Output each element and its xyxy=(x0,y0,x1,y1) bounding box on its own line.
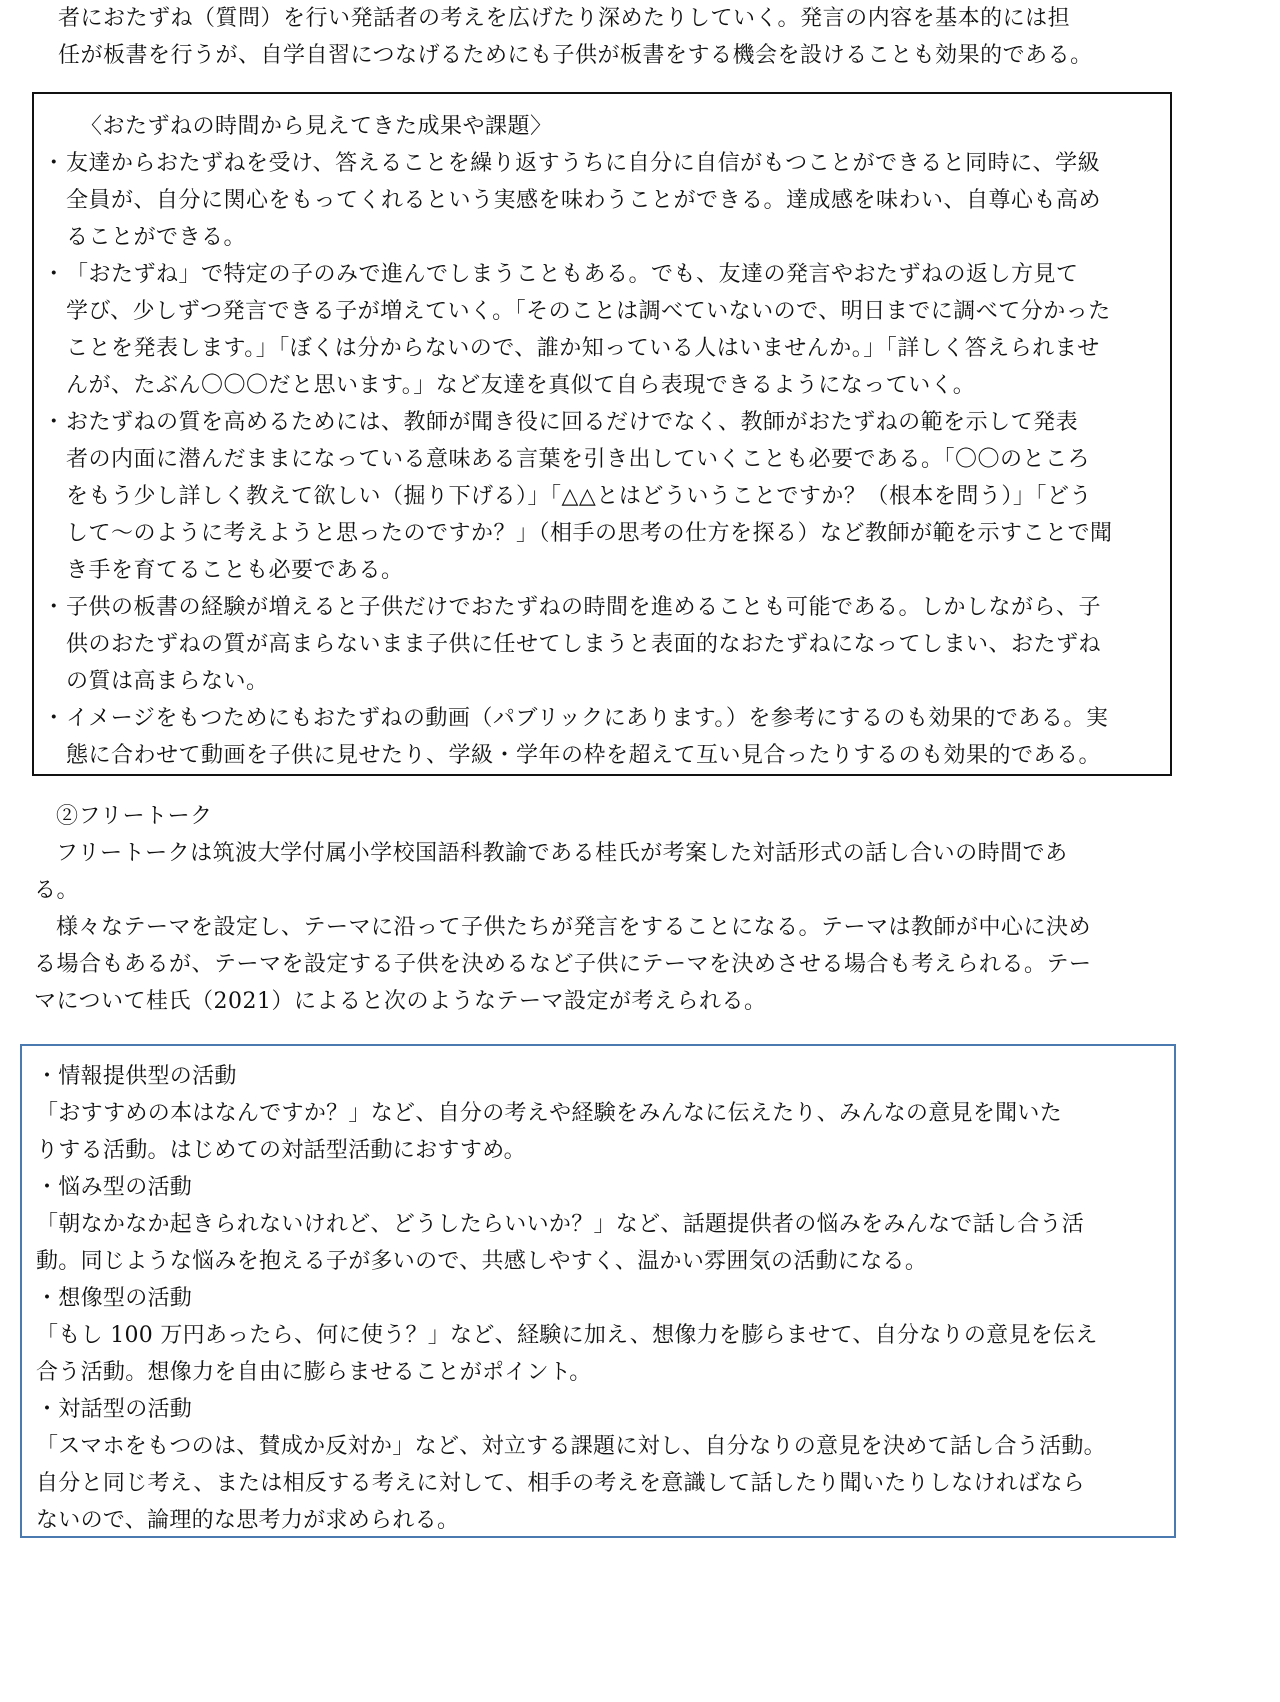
intro-line: 者におたずね（質問）を行い発話者の考えを広げたり深めたりしていく。発言の内容を基本的には担 xyxy=(58,6,1071,31)
paragraph-line: る。 xyxy=(34,878,80,903)
theme-type-title: ・対話型の活動 xyxy=(36,1397,193,1422)
bullet-line: 子供の板書の経験が増えると子供だけでおたずねの時間を進めることも可能である。しかしながら、子 xyxy=(66,595,1102,620)
bullet-line: おたずねの質を高めるためには、教師が聞き役に回るだけでなく、教師がおたずねの範を示して発表 xyxy=(66,410,1079,435)
intro-paragraph xyxy=(30,0,1150,74)
bullet-marker: ・ xyxy=(42,706,66,731)
bullet-line: して～のように考えようと思ったのですか？」（相手の思考の仕方を探る）など教師が範を示すことで聞 xyxy=(66,521,1113,546)
bullet-line: ことを発表します。」「ぼくは分からないので、誰か知っている人はいませんか。」「詳しく答えられませ xyxy=(66,336,1100,361)
paragraph-line: フリートークは筑波大学付属小学校国語科教諭である桂氏が考案した対話形式の話し合いの時間であ xyxy=(56,841,1068,866)
theme-type-line: 「もし 100 万円あったら、何に使う？」など、経験に加え、想像力を膨らませて、自分なりの意見を伝え xyxy=(36,1323,1098,1348)
bullet-line: んが、たぶん〇〇〇だと思います。」など友達を真似て自ら表現できるようになっていく。 xyxy=(66,373,976,398)
theme-type-line: 「朝なかなか起きられないけれど、どうしたらいいか？」など、話題提供者の悩みをみんなで話し合う活 xyxy=(36,1212,1085,1237)
box1-bullet-item xyxy=(42,700,1156,774)
theme-type-line: 「おすすめの本はなんですか？」など、自分の考えや経験をみんなに伝えたり、みんなの意見を聞いた xyxy=(36,1101,1063,1126)
results-and-issues-box xyxy=(32,92,1172,776)
theme-type-line: 「スマホをもつのは、賛成か反対か」など、対立する課題に対し、自分なりの意見を決めて話し合う活動。 xyxy=(36,1434,1106,1459)
bullet-line: 「おたずね」で特定の子のみで進んでしまうこともある。でも、友達の発言やおたずねの返し方見て xyxy=(66,262,1079,287)
section-heading: ②フリートーク xyxy=(56,804,213,829)
intro-line: 任が板書を行うが、自学自習につなげるためにも子供が板書をする機会を設けることも効果的である。 xyxy=(58,43,1093,68)
theme-type-line: 合う活動。想像力を自由に膨らませることがポイント。 xyxy=(36,1360,592,1385)
bullet-line: 供のおたずねの質が高まらないまま子供に任せてしまうと表面的なおたずねになってしまい、おたずね xyxy=(66,632,1102,657)
bullet-line: ることができる。 xyxy=(66,225,247,250)
bullet-line: をもう少し詳しく教えて欲しい（掘り下げる）」「△△とはどういうことですか？（根本を問う）」「どう xyxy=(66,484,1092,509)
bullet-line: 全員が、自分に関心をもってくれるという実感を味わうことができる。達成感を味わい、自尊心も高め xyxy=(66,188,1102,213)
theme-type-title: ・情報提供型の活動 xyxy=(36,1064,237,1089)
theme-type-line: ないので、論理的な思考力が求められる。 xyxy=(36,1508,460,1533)
bullet-line: の質は高まらない。 xyxy=(66,669,269,694)
theme-type-title: ・悩み型の活動 xyxy=(36,1175,193,1200)
bullet-marker: ・ xyxy=(42,595,66,620)
bullet-line: 者の内面に潜んだままになっている意味ある言葉を引き出していくことも必要である。「〇〇のところ xyxy=(66,447,1091,472)
paragraph-line: マについて桂氏（2021）によると次のようなテーマ設定が考えられる。 xyxy=(34,989,767,1014)
bullet-marker: ・ xyxy=(42,262,66,287)
bullet-line: イメージをもつためにもおたずねの動画（パブリックにあります。）を参考にするのも効果的である。実 xyxy=(66,706,1109,731)
box1-bullet-item xyxy=(42,589,1156,700)
free-talk-section xyxy=(34,798,1164,1020)
bullet-line: 学び、少しずつ発言できる子が増えていく。「そのことは調べていないので、明日までに調べて分かった xyxy=(66,299,1111,324)
box1-bullet-item xyxy=(42,256,1156,404)
bullet-marker: ・ xyxy=(42,151,66,176)
theme-types-box xyxy=(20,1044,1176,1538)
bullet-line: き手を育てることも必要である。 xyxy=(66,558,404,583)
box1-heading: 〈おたずねの時間から見えてきた成果や課題〉 xyxy=(80,114,553,139)
theme-type-line: りする活動。はじめての対話型活動におすすめ。 xyxy=(36,1138,526,1163)
paragraph-line: 様々なテーマを設定し、テーマに沿って子供たちが発言をすることになる。テーマは教師が中心に決め xyxy=(56,915,1092,940)
box1-bullet-item xyxy=(42,145,1156,256)
paragraph-line: る場合もあるが、テーマを設定する子供を決めるなど子供にテーマを決めさせる場合も考えられる。テー xyxy=(34,952,1092,977)
box1-bullet-item xyxy=(42,404,1156,589)
theme-type-line: 自分と同じ考え、または相反する考えに対して、相手の考えを意識して話したり聞いたりしなければなら xyxy=(36,1471,1085,1496)
theme-type-line: 動。同じような悩みを抱える子が多いので、共感しやすく、温かい雰囲気の活動になる。 xyxy=(36,1249,928,1274)
bullet-line: 態に合わせて動画を子供に見せたり、学級・学年の枠を超えて互い見合ったりするのも効果的である。 xyxy=(66,743,1102,768)
theme-type-title: ・想像型の活動 xyxy=(36,1286,193,1311)
bullet-line: 友達からおたずねを受け、答えることを繰り返すうちに自分に自信がもつことができると同時に、学級 xyxy=(66,151,1101,176)
bullet-marker: ・ xyxy=(42,410,66,435)
